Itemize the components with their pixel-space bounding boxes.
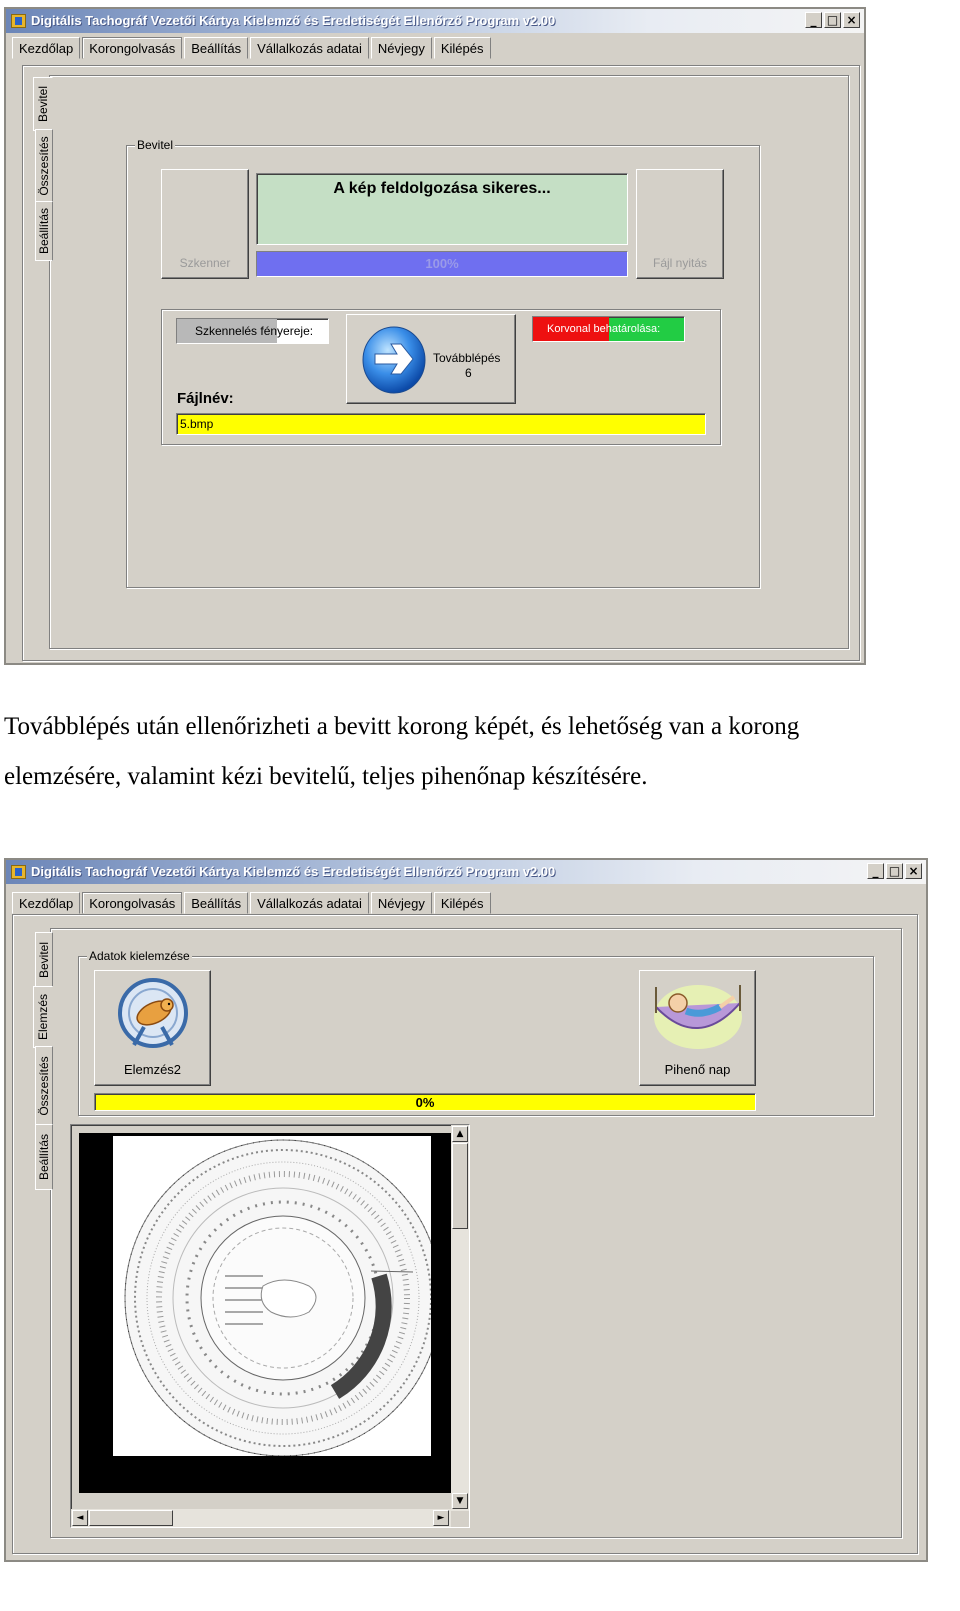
analysis-progress-bar <box>94 1093 756 1111</box>
side-tab-bevitel[interactable]: Bevitel <box>33 77 53 131</box>
side-tab-beallitas[interactable]: Beállítás <box>35 201 53 261</box>
group-title: Adatok kielemzése <box>89 949 190 963</box>
tab-kezdolap[interactable]: Kezdőlap <box>12 892 80 914</box>
tab-vallalkozas-adatai[interactable]: Vállalkozás adatai <box>250 892 369 914</box>
horizontal-scrollbar[interactable] <box>71 1509 451 1527</box>
window-1 <box>4 7 866 665</box>
disc-image-area <box>79 1133 451 1493</box>
title-bar[interactable] <box>6 860 926 884</box>
title-bar[interactable] <box>6 9 864 33</box>
file-open-label: Fájl nyitás <box>652 256 708 270</box>
side-tab-beallitas[interactable]: Beállítás <box>35 1124 53 1190</box>
analyze-button[interactable] <box>94 970 211 1086</box>
rest-day-button[interactable] <box>639 970 756 1086</box>
scanner-button[interactable] <box>161 169 249 279</box>
tab-nevjegy[interactable]: Névjegy <box>371 37 432 59</box>
side-tab-bevitel[interactable]: Bevitel <box>35 932 53 988</box>
filename-label: Fájlnév: <box>177 390 234 407</box>
tab-beallitas[interactable]: Beállítás <box>184 37 248 59</box>
window-title: Digitális Tachográf Vezetői Kártya Kielemző és Eredetiségét Ellenőrző Program v2.00 <box>31 13 556 28</box>
minimize-button[interactable]: _ <box>805 12 822 28</box>
disc-image-viewer[interactable] <box>70 1124 470 1528</box>
vertical-scrollbar[interactable] <box>451 1125 469 1511</box>
scroll-left-button[interactable]: ◄ <box>72 1510 88 1526</box>
horizontal-scroll-thumb[interactable] <box>89 1510 173 1526</box>
tab-korongolvasas[interactable]: Korongolvasás <box>82 37 182 59</box>
close-button[interactable]: × <box>843 12 860 28</box>
scroll-right-button[interactable]: ► <box>433 1510 449 1526</box>
filename-field[interactable] <box>176 413 706 435</box>
group-title: Bevitel <box>137 138 174 152</box>
main-tabs <box>12 37 493 59</box>
progress-label: 0% <box>415 1095 435 1110</box>
tab-kezdolap[interactable]: Kezdőlap <box>12 37 80 59</box>
progress-label: 100% <box>425 256 459 271</box>
rest-day-label: Pihenő nap <box>664 1062 731 1077</box>
next-step-button[interactable] <box>346 314 516 404</box>
contour-label: Korvonal behatárolása: <box>547 323 661 335</box>
tachograph-disc-image <box>113 1136 431 1456</box>
side-tab-elemzes[interactable]: Elemzés <box>33 986 53 1048</box>
tab-kilepes[interactable]: Kilépés <box>434 37 491 59</box>
hammock-icon <box>650 977 746 1053</box>
filename-value: 5.bmp <box>180 417 214 431</box>
vertical-scroll-thumb[interactable] <box>452 1143 468 1229</box>
side-tab-osszesites[interactable]: Összesítés <box>35 129 53 203</box>
analyze-label: Elemzés2 <box>123 1062 182 1077</box>
side-tab-osszesites[interactable]: Összesítés <box>35 1046 53 1126</box>
tab-nevjegy[interactable]: Névjegy <box>371 892 432 914</box>
arrow-right-icon <box>361 324 427 394</box>
description-line-1: Továbblépés után ellenőrizheti a bevitt korong képét, és lehetőség van a korong <box>4 713 800 740</box>
scanner-label: Szkenner <box>179 256 231 270</box>
window-title: Digitális Tachográf Vezetői Kártya Kielemző és Eredetiségét Ellenőrző Program v2.00 <box>31 864 556 879</box>
window-2 <box>4 858 928 1562</box>
brightness-label: Szkennelés fényereje: <box>195 324 314 338</box>
next-step-label: Továbblépés <box>433 351 501 365</box>
scroll-up-button[interactable]: ▲ <box>452 1126 468 1142</box>
app-icon <box>11 14 26 28</box>
brightness-slider[interactable] <box>176 318 329 344</box>
file-open-button[interactable] <box>636 169 724 279</box>
hamster-wheel-icon <box>114 975 192 1053</box>
status-message: A kép feldolgozása sikeres... <box>333 180 551 197</box>
main-tabs <box>12 892 493 914</box>
close-button[interactable]: × <box>905 863 922 879</box>
description-line-2: elemzésére, valamint kézi bevitelű, teljes pihenőnap készítésére. <box>4 763 648 790</box>
app-icon <box>11 865 26 879</box>
scroll-down-button[interactable]: ▼ <box>452 1493 468 1509</box>
maximize-button[interactable]: □ <box>886 863 903 879</box>
tab-vallalkozas-adatai[interactable]: Vállalkozás adatai <box>250 37 369 59</box>
contour-indicator <box>532 316 685 342</box>
next-step-count: 6 <box>465 366 472 380</box>
process-progress-bar <box>256 251 628 277</box>
disc-scan <box>113 1136 431 1456</box>
tab-beallitas[interactable]: Beállítás <box>184 892 248 914</box>
status-panel <box>256 173 628 245</box>
tab-kilepes[interactable]: Kilépés <box>434 892 491 914</box>
maximize-button[interactable]: □ <box>824 12 841 28</box>
minimize-button[interactable]: _ <box>867 863 884 879</box>
tab-korongolvasas[interactable]: Korongolvasás <box>82 892 182 914</box>
